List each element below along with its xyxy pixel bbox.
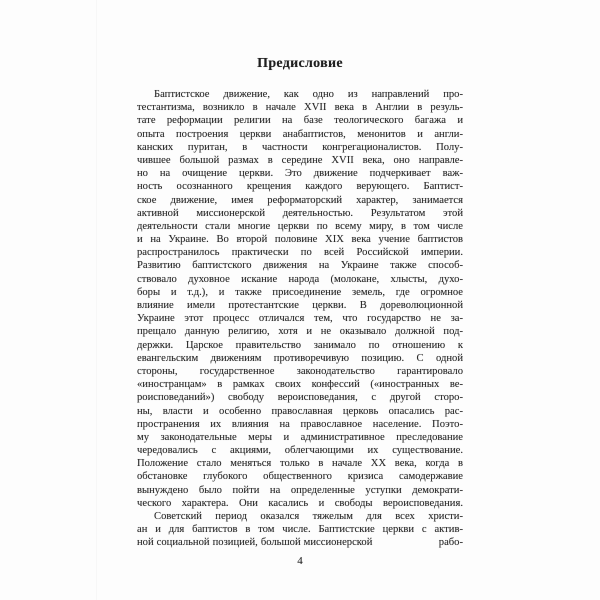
text-line: роисповеданий») свободу вероисповедания, с другой сторо- (137, 392, 463, 404)
text-line: прещало данную религию, хотя и не оказывало должной под- (137, 326, 463, 338)
text-line: канских пуритан, в частности конгрегационалистов. Полу- (137, 141, 463, 153)
text-line: Украине этот процесс отличался тем, что государство не за- (137, 313, 463, 325)
text-segment: ной социальной позицией, большой миссионерской (137, 537, 373, 549)
text-line: тестантизма, возникло в начале XVII века в Англии в резуль- (137, 102, 463, 114)
text-line: евангельским движениям противоречивую позицию. С одной (137, 352, 463, 364)
text-line: и на Украине. Во второй половине XIX века учение баптистов (137, 234, 463, 246)
text-line: чившее большой размах в середине XVII века, оно направле- (137, 154, 463, 166)
text-line: обстановке глубокого общественного кризиса самодержавие (137, 471, 463, 483)
text-line: му законодательные меры и административное преследование (137, 431, 463, 443)
page-title: Предисловие (257, 56, 343, 71)
text-line: ан и для баптистов в том числе. Баптистские церкви с актив- (137, 524, 463, 536)
text-line: деятельности стали многие церкви по всему миру, в том числе (137, 220, 463, 232)
text-line (137, 536, 463, 549)
text-line: чередовались с акциями, облегчающими их существование. (137, 445, 463, 457)
text-line: ское движение, имея реформаторский характер, занимается (137, 194, 463, 206)
text-line: ны, власти и особенно православная церковь опасались рас- (137, 405, 463, 417)
text-line: пространения их влияния на православное население. Поэто- (137, 418, 463, 430)
text-line: Положение стало меняться только в начале XX века, когда в (137, 458, 463, 470)
text-line: Развитию баптистского движения на Украине также способ- (137, 260, 463, 272)
text-line: «иностранцам» в рамках своих конфессий («иностранных ве- (137, 379, 463, 391)
text-line: тате реформации религии на базе теологического багажа и (137, 115, 463, 127)
text-line: ческого характера. Они касались и свободы вероисповедания. (137, 497, 463, 509)
document-body (137, 88, 463, 550)
text-line: но на очищение церкви. Это движение подчеркивает важ- (137, 168, 463, 180)
text-line: активной миссионерской деятельностью. Результатом этой (137, 207, 463, 219)
text-line: ствовало духовное искание народа (молокане, хлысты, духо- (137, 273, 463, 285)
text-line: вынуждено было пойти на определенные уступки демократи- (137, 484, 463, 496)
text-line: Баптистское движение, как одно из направлений про- (154, 89, 463, 100)
text-line: распространилось практически по всей Российской империи. (137, 247, 463, 259)
text-line: влияние имели протестантские церкви. В дореволюционной (137, 300, 463, 311)
text-line: ность осознанного крещения каждого верующего. Баптист- (137, 181, 463, 193)
text-segment: рабо- (438, 537, 463, 549)
page-number: 4 (297, 554, 303, 567)
text-line: Советский период оказался тяжелым для всех христи- (154, 511, 463, 522)
text-line: стороны, государственное законодательство гарантировало (137, 365, 463, 377)
text-line: держки. Царское правительство занимало по отношению к (137, 339, 463, 351)
text-line: опыта построения церкви анабаптистов, менонитов и англи- (137, 128, 463, 140)
text-line: боры и т.д.), и также присоединение земель, где огромное (137, 286, 463, 298)
page-content (137, 0, 463, 567)
